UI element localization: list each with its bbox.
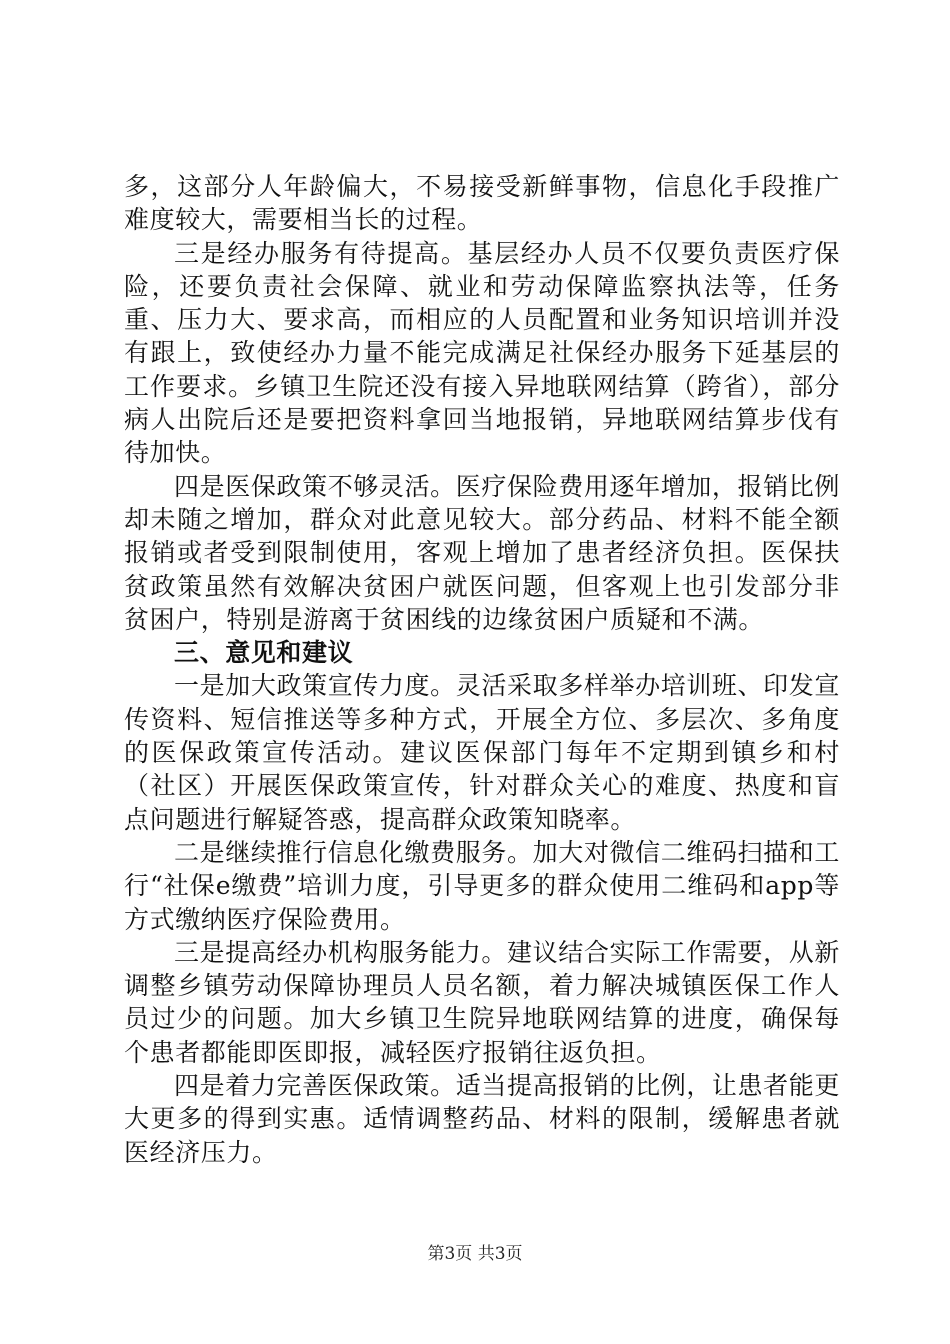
- paragraph-suggestion-capacity: 三是提高经办机构服务能力。建议结合实际工作需要，从新调整乡镇劳动保障协理员人员名额，着力解决城镇医保工作人员过少的问题。加大乡镇卫生院异地联网结算的进度，确保每个患者都能即医即报，减轻医疗报销往返负担。: [124, 937, 840, 1067]
- paragraph-policy-issue: 四是医保政策不够灵活。医疗保险费用逐年增加，报销比例却未随之增加，群众对此意见较大。部分药品、材料不能全额报销或者受到限制使用，客观上增加了患者经济负担。医保扶贫政策虽然有效解决贫困户就医问题，但客观上也引发部分非贫困户，特别是游离于贫困线的边缘贫困户质疑和不满。: [124, 471, 840, 634]
- paragraph-suggestion-publicity: 一是加大政策宣传力度。灵活采取多样举办培训班、印发宣传资料、短信推送等多种方式，开展全方位、多层次、多角度的医保政策宣传活动。建议医保部门每年不定期到镇乡和村（社区）开展医保政策宣传，针对群众关心的难度、热度和盲点问题进行解疑答惑，提高群众政策知晓率。: [124, 671, 840, 834]
- paragraph-suggestion-payment: 二是继续推行信息化缴费服务。加大对微信二维码扫描和工行“社保e缴费”培训力度，引导更多的群众使用二维码和app等方式缴纳医疗保险费用。: [124, 837, 840, 934]
- paragraph-continuation: 多，这部分人年龄偏大，不易接受新鲜事物，信息化手段推广难度较大，需要相当长的过程。: [124, 172, 840, 235]
- paragraph-service-issue: 三是经办服务有待提高。基层经办人员不仅要负责医疗保险，还要负责社会保障、就业和劳动保障监察执法等，任务重、压力大、要求高，而相应的人员配置和业务知识培训并没有跟上，致使经办力量不能完成满足社保经办服务下延基层的工作要求。乡镇卫生院还没有接入异地联网结算（跨省），部分病人出院后还是要把资料拿回当地报销，异地联网结算步伐有待加快。: [124, 238, 840, 468]
- section-heading: 三、意见和建议: [174, 638, 354, 668]
- document-body: [124, 170, 840, 1169]
- page-number-footer: 第3页 共3页: [427, 1244, 523, 1264]
- paragraph-suggestion-policy: 四是着力完善医保政策。适当提高报销的比例，让患者能更大更多的得到实惠。适情调整药品、材料的限制，缓解患者就医经济压力。: [124, 1071, 840, 1167]
